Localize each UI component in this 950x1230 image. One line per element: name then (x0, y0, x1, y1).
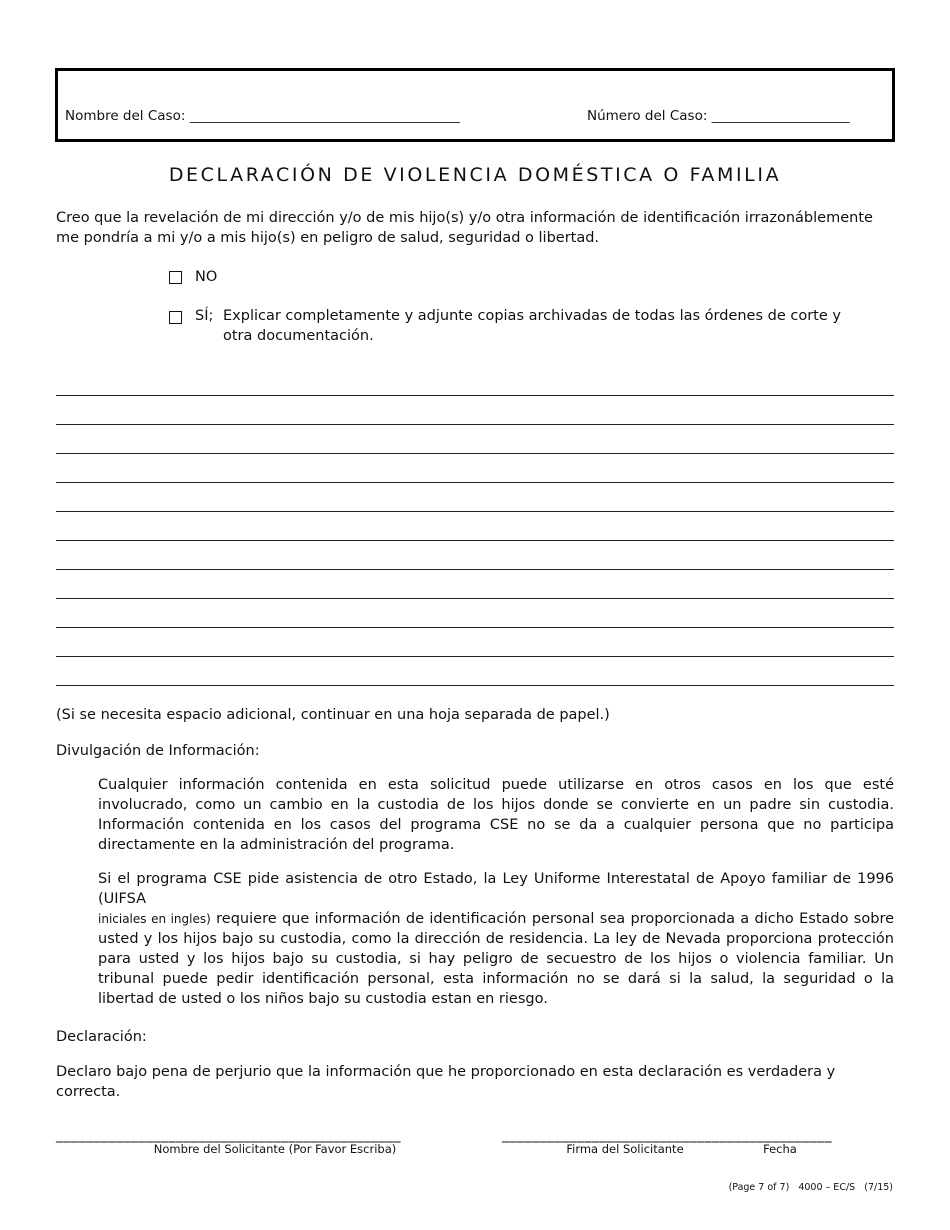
applicant-signature-label: Firma del Solicitante (566, 1142, 684, 1156)
intro-paragraph: Creo que la revelación de mi dirección y/o de mis hijo(s) y/o otra información de identificación irrazonáblemente me pondría a mi y/o a mis hijo(s) en peligro de salud, seguridad o libertad. (56, 210, 873, 246)
writing-line[interactable] (56, 482, 894, 483)
no-checkbox[interactable] (169, 271, 182, 284)
yes-label: SÍ; (195, 308, 214, 324)
case-number-label: Número del Caso: (587, 108, 708, 124)
signature-date-line[interactable]: ____________________________________________ (502, 1127, 832, 1143)
case-number-field[interactable] (587, 108, 850, 124)
writing-line[interactable] (56, 569, 894, 570)
writing-line[interactable] (56, 424, 894, 425)
writing-line[interactable] (56, 540, 894, 541)
declaration-text: Declaro bajo pena de perjurio que la información que he proporcionado en esta declaración es verdadera y correcta. (56, 1064, 836, 1100)
footer-page: (Page 7 of 7) (728, 1182, 790, 1193)
writing-line[interactable] (56, 511, 894, 512)
date-label: Fecha (763, 1142, 797, 1156)
case-header-box (55, 68, 895, 142)
para2-small: iniciales en ingles) (98, 912, 211, 926)
writing-line[interactable] (56, 598, 894, 599)
yes-explanation: Explicar completamente y adjunte copias archivadas de todas las órdenes de corte y otra documentación. (223, 308, 841, 344)
footer-revision: (7/15) (864, 1182, 893, 1193)
page-footer (729, 1182, 893, 1193)
applicant-name-label: Nombre del Solicitante (Por Favor Escriba) (153, 1142, 397, 1156)
case-name-label: Nombre del Caso: (65, 108, 186, 124)
writing-line[interactable] (56, 627, 894, 628)
writing-line[interactable] (56, 685, 894, 686)
declaration-heading: Declaración: (56, 1029, 147, 1045)
case-number-blank: _______________________ (711, 109, 850, 123)
writing-line[interactable] (56, 395, 894, 396)
footer-form-number: 4000 – EC/S (798, 1182, 856, 1193)
page-title: DECLARACIÓN DE VIOLENCIA DOMÉSTICA O FAMILIA (168, 164, 782, 186)
extra-space-note: (Si se necesita espacio adicional, continuar en una hoja separada de papel.) (56, 707, 610, 723)
para2-start: Si el programa CSE pide asistencia de otro Estado, la Ley Uniforme Interestatal de Apoyo familiar de 1996 (UIFSA (98, 871, 894, 907)
para2-rest: requiere que información de identificación personal sea proporcionada a dicho Estado sobre usted y los hijos bajo su custodia, como la dirección de residencia. La ley de Nevada proporciona protección para usted y los hijos bajo su custodia, si hay peligro de secuestro de los hijos o violencia familiar. Un tribunal puede pedir identificación personal, esta información no se dará si la salud, la seguridad o la libertad de usted o los niños bajo su custodia estan en riesgo. (98, 911, 895, 1007)
no-label: NO (195, 269, 218, 285)
writing-line[interactable] (56, 656, 894, 657)
disclosure-paragraph-1: Cualquier información contenida en esta solicitud puede utilizarse en otros casos en los que esté involucrado, como un cambio en la custodia de los hijos donde se convierte en un padre sin custodia. Información contenida en los casos del programa CSE no se da a cualquier persona que no participa directamente en la administración del programa. (98, 777, 894, 853)
case-name-blank: _____________________________________________ (189, 109, 460, 123)
case-name-field[interactable] (65, 108, 460, 124)
disclosure-heading: Divulgación de Información: (56, 743, 260, 759)
writing-line[interactable] (56, 453, 894, 454)
yes-checkbox[interactable] (169, 311, 182, 324)
applicant-name-line[interactable]: ______________________________________________ (56, 1127, 401, 1143)
disclosure-paragraph-2 (98, 869, 894, 1009)
